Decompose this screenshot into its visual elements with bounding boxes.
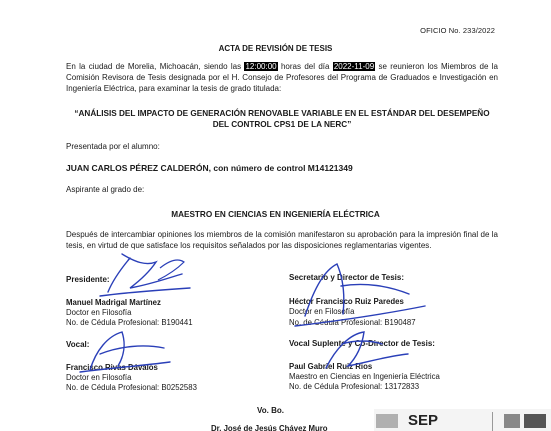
- secretario-name: Héctor Francisco Ruiz Paredes: [289, 297, 404, 306]
- meeting-time: 12:00:00: [245, 62, 277, 71]
- intro-text-1: En la ciudad de Morelia, Michoacán, siendo las: [66, 62, 245, 71]
- thesis-title: “ANÁLISIS DEL IMPACTO DE GENERACIÓN RENOVABLE VARIABLE EN EL ESTÁNDAR DEL DESEMPEÑO DEL CONTROL CPS1 DE LA NERC”: [74, 109, 490, 129]
- secretario-title: Doctor en Filosofía: [289, 307, 355, 316]
- aspirant-label: Aspirante al grado de:: [66, 185, 145, 194]
- oficio-number: OFICIO No. 233/2022: [420, 26, 495, 35]
- secretario-cedula: No. de Cédula Profesional: B190487: [289, 318, 416, 327]
- intro-text-2: horas del día: [277, 62, 333, 71]
- sep-logo: SEP: [408, 412, 439, 429]
- approval-paragraph: Después de intercambiar opiniones los miembros de la comisión manifestaron su aprobación para la impresión final de la tesis, en virtud de que satisface los requisitos señalados por las disposiciones reglamentarias vigentes.: [66, 230, 498, 250]
- vocal-cedula: No. de Cédula Profesional: B0252583: [66, 383, 197, 392]
- vobo-name: Dr. José de Jesús Chávez Muro: [211, 424, 328, 431]
- vocal-suplente-name: Paul Gabriel Ruiz Rios: [289, 362, 373, 371]
- presidente-role: Presidente:: [66, 275, 110, 284]
- vocal-suplente-cedula: No. de Cédula Profesional: 13172833: [289, 382, 420, 391]
- vocal-suplente-title: Maestro en Ciencias en Ingeniería Eléctrica: [289, 372, 440, 381]
- meeting-date: 2022-11-09: [333, 62, 375, 71]
- vocal-name: Francisco Rivas Dávalos: [66, 363, 158, 372]
- vocal-role: Vocal:: [66, 340, 90, 349]
- vocal-title: Doctor en Filosofía: [66, 373, 132, 382]
- institution-logos: [374, 406, 551, 431]
- intro-text-3: se reunieron los Miembros de la Comisión Revisora de Tesis designada por el H. Consejo de Profesores del Programa de Graduados e Investigación en Ingeniería Eléctrica, para examinar la tesis de grado titulada:: [66, 62, 498, 93]
- document-title: ACTA DE REVISIÓN DE TESIS: [218, 44, 333, 53]
- vobo-label: Vo. Bo.: [257, 406, 284, 415]
- intro-paragraph: [66, 61, 498, 94]
- secretario-role: Secretario y Director de Tesis:: [289, 273, 405, 282]
- student-line: JUAN CARLOS PÉREZ CALDERÓN, con número de control M14121349: [66, 163, 353, 173]
- vocal-suplente-role: Vocal Suplente y Co-Director de Tesis:: [289, 339, 435, 348]
- presidente-name: Manuel Madrigal Martínez: [66, 298, 161, 307]
- degree-name: MAESTRO EN CIENCIAS EN INGENIERÍA ELÉCTRICA: [171, 210, 380, 219]
- presented-by-label: Presentada por el alumno:: [66, 142, 160, 151]
- presidente-cedula: No. de Cédula Profesional: B190441: [66, 318, 193, 327]
- presidente-title: Doctor en Filosofía: [66, 308, 132, 317]
